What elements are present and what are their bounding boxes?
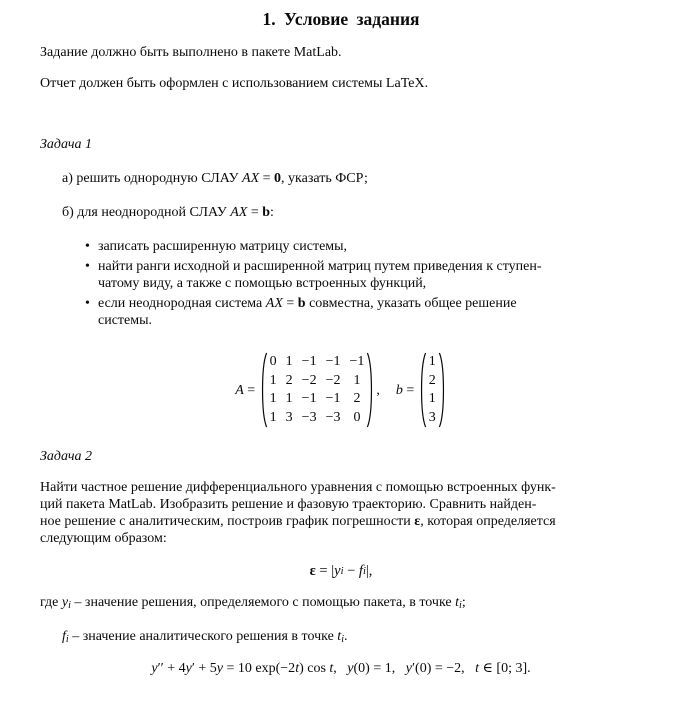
matrix-a-cell: −3 [301,409,317,425]
f-definition-clause: fi – значение аналитического решения в точке ti. [62,628,348,645]
task2-heading: Задача 2 [40,449,93,464]
matrix-a-cell: −1 [301,354,317,369]
vector-b-cell: 2 [428,372,436,388]
bullet-text: записать расширенную матрицу системы, [98,239,348,254]
matrix-a-cell: −1 [349,354,365,369]
matrix-a-cell: 2 [353,391,361,406]
bullet-text: найти ранги исходной и расширенной матриц путем приведения к ступен- чатому виду, а также с помощью встроенных функций, [98,259,542,291]
matrix-a-cell: −3 [325,409,341,425]
matrix-a-cell: −2 [325,372,341,388]
matrix-a-cell: 0 [269,354,277,369]
bullet-icon: • [85,296,90,311]
matrix-a [270,353,365,427]
bullet-text: если неоднородная система AX = b совместна, указать общее решение системы. [98,296,517,328]
task1-item-a: а) решить однородную СЛАУ AX = 0, указать ФСР; [62,171,368,186]
matrix-a-cell: 1 [285,391,293,406]
intro-paragraph-1: Задание должно быть выполнено в пакете MatLab. [40,45,342,60]
matrix-a-cell: 1 [285,354,293,369]
task2-paragraph: Найти частное решение дифференциального уравнения с помощью встроенных функ- ций пакета MatLab. Изобразить решение и фазовую траекторию. Сравнить найден- ное решение с аналитическим, построив график погрешности ε, которая определяется следующим образом: [40,480,556,546]
where-clause: где yi – значение решения, определяемого с помощью пакета, в точке ti; [40,595,466,611]
vector-b-cell: 1 [428,391,436,406]
matrix-a-label: A = [235,382,259,398]
matrix-a-cell: −2 [301,372,317,388]
task1-heading: Задача 1 [40,137,93,152]
matrix-a-cell: 1 [269,372,277,388]
intro-paragraph-2: Отчет должен быть оформлен с использованием системы LaTeX. [40,76,429,91]
matrix-equation [40,351,642,429]
vector-b [429,353,436,427]
bullet-item [85,258,642,292]
right-paren-icon [366,351,375,429]
matrix-a-cell: 1 [353,372,361,388]
vector-b-label: b = [395,382,418,398]
matrix-a-cell: −1 [301,391,317,406]
bullet-icon: • [85,239,90,254]
bullet-item [85,238,642,255]
vector-b-cell: 1 [428,354,436,369]
matrix-a-cell: 2 [285,372,293,388]
matrix-a-cell: 1 [269,409,277,425]
matrix-a-cell: −1 [325,354,341,369]
section-title: 1. Условие задания [262,9,420,29]
vector-b-cell: 3 [428,409,436,425]
matrix-a-cell: 0 [353,409,361,425]
task1-item-b: б) для неоднородной СЛАУ AX = b: [62,205,274,220]
matrix-a-cell: 3 [285,409,293,425]
right-paren-icon [438,351,447,429]
task1-bullet-list [40,238,642,329]
bullet-icon: • [85,259,90,274]
bullet-item [85,295,642,329]
left-paren-icon [259,351,268,429]
epsilon-equation: ε = | y i − f i |, [309,563,373,579]
ode-equation: y ′′ + 4 y ′ + 5 y = 10 exp(−2 t ) cos t , y (0) = 1, y ′(0) = −2, t ∈ [0; 3]. [151,660,531,676]
comma-separator: , [376,382,380,398]
matrix-a-cell: 1 [269,391,277,406]
matrix-a-cell: −1 [325,391,341,406]
left-paren-icon [418,351,427,429]
